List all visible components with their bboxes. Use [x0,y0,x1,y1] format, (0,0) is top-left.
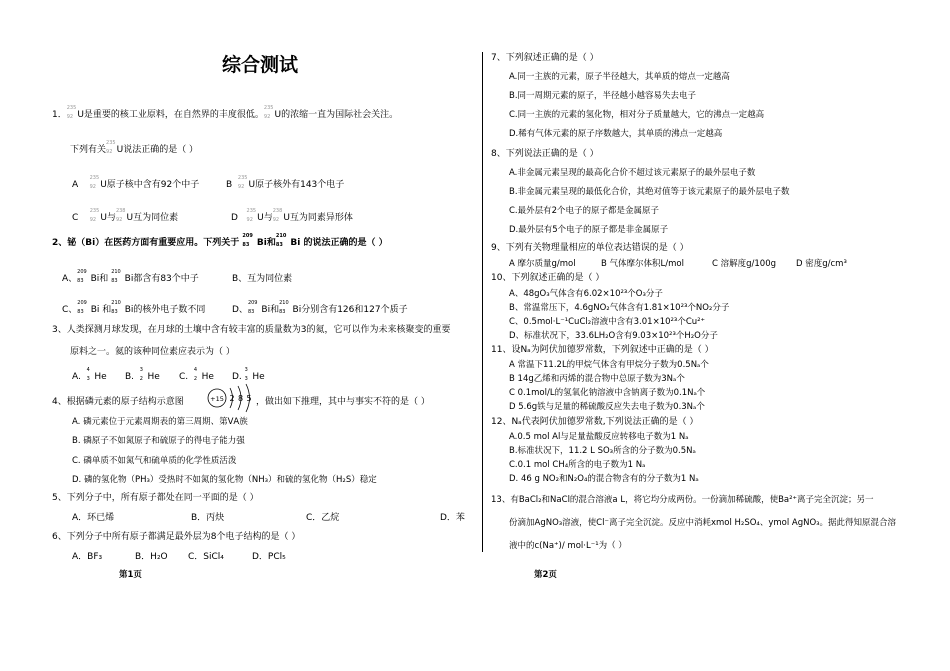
question-5-option-b: B．丙炔 [191,513,225,523]
question-6-option-b: B．H₂O [135,552,168,562]
footer-page-1: 第1页 [119,570,142,580]
question-10-option-b: B、常温常压下，4.6gNO₂气体含有1.81×10²³个NO₂分子 [509,303,730,313]
question-8-option-a: A.非金属元素呈现的最高化合价不超过该元素原子的最外层电子数 [509,168,756,178]
question-1-line-1: 1． 235 92 U是重要的核工业原料，在自然界的丰度很低。 235 92 U的浓缩一直为国际社会关注。 [52,105,399,120]
question-11-stem: 11、设Nₐ为阿伏加德罗常数，下列叙述中正确的是（ ） [491,345,714,355]
question-12-option-a: A.0.5 mol Al与足量盐酸反应转移电子数为1 Nₐ [509,432,689,442]
nuclide-u238: 238 92 [272,208,283,223]
question-5-stem: 5、下列分子中，所有原子都处在同一平面的是（ ） [52,493,259,503]
question-1-option-c: C 235 92 U与 238 92 U互为同位素 [72,208,179,223]
question-6-stem: 6、下列分子中所有原子都满足最外层为8个电子结构的是（ ） [52,532,301,542]
nuclide-bi209: 209 83 [77,269,87,284]
nuclide-u235: 235 92 [246,208,257,223]
question-10-option-a: A、48gO₃气体含有6.02×10²³个O₃分子 [509,289,663,299]
question-6-option-a: A．BF₃ [72,552,103,562]
nucleus-charge: +15 [210,395,224,403]
nuclide-bi209: 209 83 [77,300,87,315]
nuclide-u235: 235 92 [89,208,100,223]
question-6-option-c: C．SiCl₄ [188,552,224,562]
question-10-stem: 10、下列叙述正确的是（ ） [491,273,605,283]
question-3-option-b: B. 3 2 He [125,367,160,382]
question-12-option-c: C.0.1 mol CH₄所含的电子数为1 Nₐ [509,460,646,470]
question-5-option-d: D．苯 [440,513,465,523]
question-5-option-c: C．乙烷 [306,513,340,523]
question-10-option-c: C、0.5mol·L⁻¹CuCl₂溶液中含有3.01×10²³个Cu²⁺ [509,317,706,327]
nuclide-he: 4 3 [86,367,90,382]
question-5-option-a: A．环已烯 [72,513,115,523]
question-10-option-d: D、标准状况下，33.6LH₂O含有9.03×10²³个H₂O分子 [509,331,718,341]
question-4-option-c: C. 磷单质不如氮气和硫单质的化学性质活泼 [72,456,237,466]
nuclide-u235: 235 92 [89,175,100,190]
nuclide-bi210: 210 83 [111,300,121,315]
question-8-option-b: B.非金属元素呈现的最低化合价，其绝对值等于该元素原子的最外层电子数 [509,187,790,197]
question-1-stem: 下列有关 235 92 U说法正确的是（ ） [70,140,199,155]
nuclide-u238: 238 92 [115,208,126,223]
nuclide-u235: 235 92 [237,175,248,190]
question-1-option-a: A 235 92 U原子核中含有92个中子 [72,175,200,190]
question-7-option-d: D.稀有气体元素的原子序数越大，其单质的沸点一定越高 [509,129,723,139]
question-2-option-d: D、 209 83 Bi和 210 83 Bi分别含有126和127个质子 [232,300,408,315]
nuclide-bi209: 209 83 [242,233,253,248]
question-3-option-d: D. 3 3 He [232,367,265,382]
question-9-stem: 9、下列有关物理量相应的单位表达错误的是（ ） [491,243,689,253]
question-8-stem: 8、下列说法正确的是（ ） [491,149,599,159]
question-1-option-d: D 235 92 U与 238 92 U互为同素异形体 [231,208,353,223]
nuclide-u235: 235 92 [106,140,116,155]
question-3-option-a: A. 4 3 He [72,367,107,382]
question-13-line-2: 份滴加AgNO₃溶液，使Cl⁻离子完全沉淀。反应中消耗xmol H₂SO₄、ymol AgNO₃。据此得知原混合溶 [509,518,897,528]
nuclide-bi209: 209 83 [247,300,258,315]
page-title: 综合测试 [222,54,299,76]
question-9-option-a: A 摩尔质量g/mol [509,259,576,269]
nuclide-he: 3 3 [244,367,248,382]
question-11-option-d: D 5.6g铁与足量的稀硫酸反应失去电子数为0.3Nₐ个 [509,402,705,412]
question-12-stem: 12、Nₐ代表阿伏加德罗常数,下列说法正确的是（ ） [491,417,699,427]
question-9-option-b: B 气体摩尔体积L/mol [601,259,684,269]
question-8-option-c: C.最外层有2个电子的原子都是金属原子 [509,206,660,216]
question-1-option-b: B 235 92 U原子核外有143个电子 [226,175,345,190]
question-7-option-c: C.同一主族的元素的氢化物，相对分子质量越大，它的沸点一定越高 [509,110,765,120]
question-4-stem-a: 4、根据磷元素的原子结构示意图 [52,397,184,407]
question-11-option-a: A 常温下11.2L的甲烷气体含有甲烷分子数为0.5Nₐ个 [509,360,709,370]
phosphorus-atom-diagram [204,382,264,414]
question-3-option-c: C. 4 2 He [179,367,214,382]
question-7-option-b: B.同一周期元素的原子，半径越小越容易失去电子 [509,91,697,101]
question-2-option-c: C、 209 83 Bi 和 210 83 Bi的核外电子数不同 [62,300,206,315]
question-4-option-a: A. 磷元素位于元素周期表的第三周期、第ⅤA族 [72,417,248,427]
question-3-stem-2: 原料之一。氦的该种同位素应表示为（ ） [70,347,235,357]
question-13-line-1: 13、有BaCl₂和NaCl的混合溶液a L，将它均分成两份。一份滴加稀硫酸，使Ba²⁺离子完全沉淀；另一 [491,495,874,505]
question-11-option-b: B 14g乙烯和丙烯的混合物中总原子数为3Nₐ个 [509,374,685,384]
nuclide-bi210: 210 83 [111,269,121,284]
nuclide-he: 4 2 [193,367,198,382]
question-6-option-d: D．PCl₅ [252,552,286,562]
question-8-option-d: D.最外层有5个电子的原子都是非金属原子 [509,225,669,235]
question-4-stem-b: ，做出如下推理，其中与事实不符的是（ ） [256,397,430,407]
shell-1-count: 2 [229,394,235,403]
question-12-option-b: B.标准状况下，11.2 L SO₃所含的分子数为0.5Nₐ [509,446,696,456]
column-divider [482,52,483,552]
nuclide-u235: 235 92 [263,105,274,120]
question-11-option-c: C 0.1mol/L的氢氧化钠溶液中含钠离子数为0.1Nₐ个 [509,388,706,398]
question-13-line-3: 液中的c(Na⁺)/ mol·L⁻¹为（ ） [509,541,627,551]
shell-2-count: 8 [237,394,244,403]
footer-page-2: 第2页 [534,570,557,580]
question-12-option-d: D. 46 g NO₂和N₂O₄的混合物含有的分子数为1 Nₐ [509,474,699,484]
shell-3-count: 5 [246,394,252,403]
question-9-option-c: C 溶解度g/100g [712,259,777,269]
question-2-option-a: A、 209 83 Bi和 210 83 Bi都含有83个中子 [62,269,199,284]
question-7-stem: 7、下列叙述正确的是（ ） [491,53,599,63]
nuclide-bi210: 210 83 [275,233,287,248]
question-4-option-b: B. 磷原子不如氮原子和硫原子的得电子能力强 [72,436,245,446]
nuclide-bi210: 210 83 [279,300,289,315]
nuclide-u235: 235 92 [66,105,77,120]
question-3-stem: 3、人类探测月球发现，在月球的土壤中含有较丰富的质量数为3的氦，它可以作为未来核聚变的重要 [52,325,451,335]
nuclide-he: 3 2 [139,367,143,382]
question-2-option-b: B、互为同位素 [232,274,293,284]
question-2-stem: 2、铋（Bi）在医药方面有重要应用。下列关于 209 83 Bi和 210 83 Bi 的说法正确的是（ ） [52,233,388,248]
question-9-option-d: D 密度g/cm³ [796,259,847,269]
question-7-option-a: A.同一主族的元素，原子半径越大，其单质的熔点一定越高 [509,72,730,82]
question-4-option-d: D. 磷的氢化物（PH₃）受热时不如氮的氢化物（NH₃）和硫的氢化物（H₂S）稳定 [72,475,377,485]
